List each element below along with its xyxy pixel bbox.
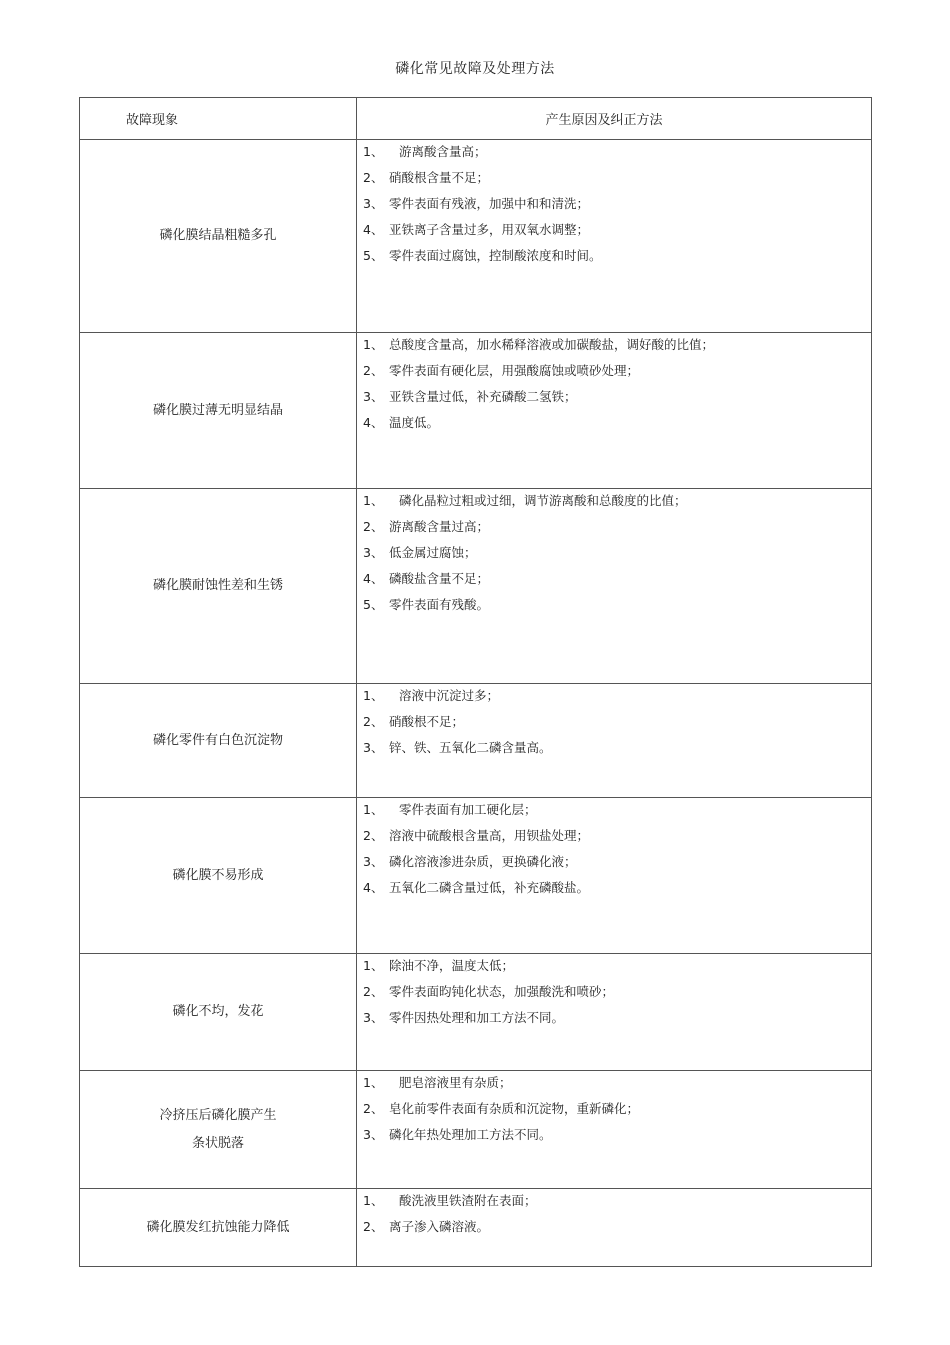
list-item — [363, 222, 871, 248]
list-item — [363, 597, 871, 623]
item-number: 5、 — [363, 597, 384, 612]
table-row — [80, 1189, 872, 1267]
cause-list — [363, 802, 871, 906]
item-text: 五氧化二磷含量过低，补充磷酸盐。 — [389, 880, 590, 895]
table-row — [80, 798, 872, 954]
item-number: 2、 — [363, 363, 384, 378]
fault-table — [79, 97, 872, 1267]
item-number: 1、 — [363, 802, 384, 817]
document-title: 磷化常见故障及处理方法 — [395, 61, 555, 77]
fault-phenomenon: 磷化膜过薄无明显结晶 — [80, 333, 357, 489]
item-text: 游离酸含量过高； — [389, 519, 490, 534]
item-number: 1、 — [363, 688, 384, 703]
item-text: 零件表面有加工硬化层； — [399, 802, 537, 817]
item-number: 3、 — [363, 854, 384, 869]
fault-causes — [357, 1071, 872, 1189]
item-number: 2、 — [363, 1219, 384, 1234]
list-item — [363, 802, 871, 828]
fault-phenomenon: 磷化零件有白色沉淀物 — [80, 684, 357, 798]
item-text: 磷化溶液渗进杂质，更换磷化液； — [389, 854, 577, 869]
item-number: 2、 — [363, 1101, 384, 1116]
fault-phenomenon: 磷化膜发红抗蚀能力降低 — [80, 1189, 357, 1267]
list-item — [363, 1193, 871, 1219]
cause-list — [363, 1075, 871, 1153]
item-number: 3、 — [363, 545, 384, 560]
item-number: 2、 — [363, 828, 384, 843]
list-item — [363, 571, 871, 597]
fault-causes — [357, 684, 872, 798]
item-text: 肥皂溶液里有杂质； — [399, 1075, 512, 1090]
item-number: 2、 — [363, 519, 384, 534]
table-row — [80, 140, 872, 333]
item-number: 2、 — [363, 170, 384, 185]
item-text: 亚铁离子含量过多，用双氧水调整； — [389, 222, 590, 237]
list-item — [363, 248, 871, 274]
fault-phenomenon: 磷化膜耐蚀性差和生锈 — [80, 489, 357, 684]
item-number: 1、 — [363, 1075, 384, 1090]
item-text: 溶液中沉淀过多； — [399, 688, 500, 703]
item-text: 总酸度含量高，加水稀释溶液或加碳酸盐，调好酸的比值； — [389, 337, 715, 352]
table-row — [80, 489, 872, 684]
header-phenomenon: 故障现象 — [80, 98, 357, 140]
item-number: 2、 — [363, 984, 384, 999]
fault-phenomenon: 磷化膜不易形成 — [80, 798, 357, 954]
item-text: 磷化年热处理加工方法不同。 — [389, 1127, 552, 1142]
item-number: 3、 — [363, 740, 384, 755]
list-item — [363, 144, 871, 170]
list-item — [363, 493, 871, 519]
list-item — [363, 545, 871, 571]
item-number: 4、 — [363, 880, 384, 895]
table-body — [80, 140, 872, 1267]
list-item — [363, 519, 871, 545]
item-number: 3、 — [363, 1127, 384, 1142]
item-number: 5、 — [363, 248, 384, 263]
list-item — [363, 984, 871, 1010]
cause-list — [363, 688, 871, 766]
item-text: 磷酸盐含量不足； — [389, 571, 490, 586]
item-number: 2、 — [363, 714, 384, 729]
item-number: 1、 — [363, 493, 384, 508]
table-row — [80, 954, 872, 1071]
item-number: 4、 — [363, 571, 384, 586]
list-item — [363, 1101, 871, 1127]
fault-causes — [357, 798, 872, 954]
item-number: 1、 — [363, 144, 384, 159]
fault-phenomenon-line: 冷挤压后磷化膜产生 — [159, 1107, 277, 1123]
item-number: 4、 — [363, 415, 384, 430]
fault-causes — [357, 1189, 872, 1267]
fault-phenomenon — [80, 1071, 357, 1189]
item-text: 溶液中硫酸根含量高，用钡盐处理； — [389, 828, 590, 843]
list-item — [363, 958, 871, 984]
item-text: 硝酸根含量不足； — [389, 170, 490, 185]
table-header-row — [80, 98, 872, 140]
list-item — [363, 714, 871, 740]
list-item — [363, 854, 871, 880]
list-item — [363, 415, 871, 441]
item-text: 亚铁含量过低，补充磷酸二氢铁； — [389, 389, 577, 404]
item-number: 1、 — [363, 1193, 384, 1208]
item-text: 零件因热处理和加工方法不同。 — [389, 1010, 565, 1025]
item-text: 除油不净，温度太低； — [389, 958, 515, 973]
list-item — [363, 828, 871, 854]
item-text: 磷化晶粒过粗或过细，调节游离酸和总酸度的比值； — [399, 493, 687, 508]
fault-phenomenon-line: 条状脱落 — [191, 1135, 244, 1151]
fault-causes — [357, 489, 872, 684]
list-item — [363, 1075, 871, 1101]
fault-phenomenon: 磷化不均，发花 — [80, 954, 357, 1071]
list-item — [363, 363, 871, 389]
list-item — [363, 196, 871, 222]
item-text: 酸洗液里铁渣附在表面； — [399, 1193, 537, 1208]
list-item — [363, 880, 871, 906]
item-text: 低金属过腐蚀； — [389, 545, 477, 560]
item-text: 温度低。 — [389, 415, 440, 430]
list-item — [363, 170, 871, 196]
cause-list — [363, 1193, 871, 1245]
fault-causes — [357, 140, 872, 333]
item-text: 零件表面有硬化层，用强酸腐蚀或喷砂处理； — [389, 363, 640, 378]
item-text: 零件表面有残酸。 — [389, 597, 490, 612]
cause-list — [363, 337, 871, 441]
item-text: 零件表面有残液，加强中和和清洗； — [389, 196, 590, 211]
item-number: 1、 — [363, 958, 384, 973]
cause-list — [363, 493, 871, 623]
list-item — [363, 1127, 871, 1153]
item-text: 游离酸含量高； — [399, 144, 487, 159]
item-number: 1、 — [363, 337, 384, 352]
item-number: 3、 — [363, 1010, 384, 1025]
cause-list — [363, 958, 871, 1036]
table-row — [80, 333, 872, 489]
item-number: 4、 — [363, 222, 384, 237]
list-item — [363, 740, 871, 766]
item-text: 皂化前零件表面有杂质和沉淀物，重新磷化； — [389, 1101, 640, 1116]
list-item — [363, 1219, 871, 1245]
fault-phenomenon: 磷化膜结晶粗糙多孔 — [80, 140, 357, 333]
item-text: 离子渗入磷溶液。 — [389, 1219, 490, 1234]
item-number: 3、 — [363, 389, 384, 404]
list-item — [363, 389, 871, 415]
item-text: 零件表面过腐蚀，控制酸浓度和时间。 — [389, 248, 602, 263]
table-row — [80, 684, 872, 798]
item-text: 锌、铁、五氧化二磷含量高。 — [389, 740, 552, 755]
list-item — [363, 1010, 871, 1036]
item-text: 硝酸根不足； — [389, 714, 465, 729]
item-number: 3、 — [363, 196, 384, 211]
list-item — [363, 337, 871, 363]
item-text: 零件表面昀钝化状态，加强酸洗和喷砂； — [389, 984, 615, 999]
fault-causes — [357, 954, 872, 1071]
table-row — [80, 1071, 872, 1189]
header-causes: 产生原因及纠正方法 — [357, 98, 872, 140]
fault-causes — [357, 333, 872, 489]
list-item — [363, 688, 871, 714]
cause-list — [363, 144, 871, 274]
